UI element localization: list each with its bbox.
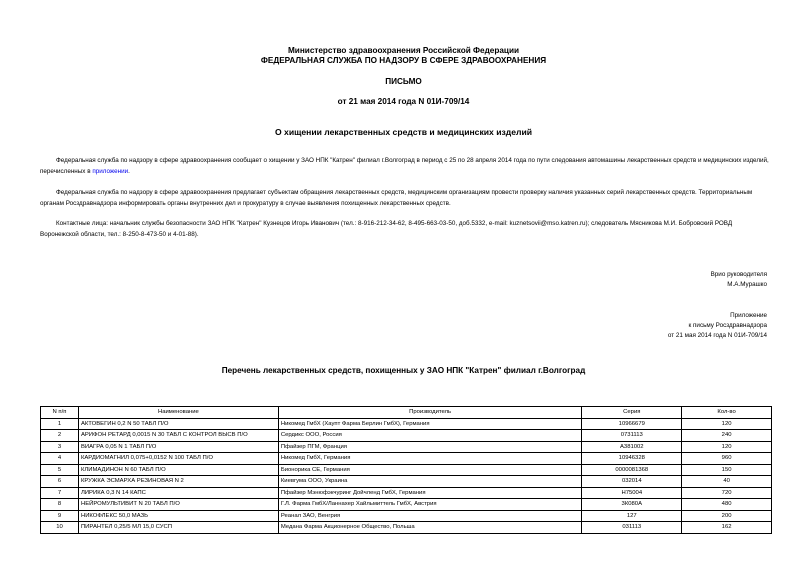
signature-name: М.А.Мурашко xyxy=(727,281,767,288)
cell-manufacturer: Медана Фарма Акционерное Общество, Польша xyxy=(278,522,582,534)
cell-name: КЛИМАДИНОН N 60 ТАБЛ П/О xyxy=(78,464,278,476)
cell-quantity: 40 xyxy=(682,476,772,488)
paragraph-1 xyxy=(40,155,772,177)
cell-name: НЕЙРОМУЛЬТИВИТ N 20 ТАБЛ П/О xyxy=(78,499,278,511)
cell-quantity: 960 xyxy=(682,453,772,465)
cell-number: 9 xyxy=(41,510,79,522)
cell-number: 5 xyxy=(41,464,79,476)
table-row xyxy=(41,453,772,465)
stolen-items-table xyxy=(40,406,772,534)
document-type: ПИСЬМО xyxy=(385,77,422,86)
table-header-row xyxy=(41,407,772,419)
table-row xyxy=(41,499,772,511)
cell-number: 1 xyxy=(41,418,79,430)
header-manufacturer: Производитель xyxy=(278,407,582,419)
cell-name: АКТОВЕГИН 0,2 N 50 ТАБЛ П/О xyxy=(78,418,278,430)
cell-name: ПИРАНТЕЛ 0,25/5 МЛ 15,0 СУСП xyxy=(78,522,278,534)
annex-block xyxy=(668,311,767,341)
cell-series: 3К080А xyxy=(582,499,682,511)
document-subject: О хищении лекарственных средств и медицинских изделий xyxy=(274,127,533,137)
cell-name: КРУЖКА ЭСМАРХА РЕЗИНОВАЯ N 2 xyxy=(78,476,278,488)
paragraph-2: Федеральная служба по надзору в сфере здравоохранения предлагает субъектам обращения лекарственных средств, медицинским организациям провести проверку наличия указанных серий лекарственных средств. Территориальным органам Росздравнадзора информировать органы внутренних дел и прокуратуру в случае выявления похищенных лекарственных средств. xyxy=(40,189,753,207)
cell-quantity: 720 xyxy=(682,487,772,499)
cell-series: А381002 xyxy=(582,441,682,453)
table-row xyxy=(41,430,772,442)
cell-series: 0000081368 xyxy=(582,464,682,476)
cell-number: 4 xyxy=(41,453,79,465)
cell-quantity: 120 xyxy=(682,441,772,453)
cell-name: АРИФОН РЕТАРД 0,0015 N 30 ТАБЛ С КОНТРОЛ ВЫСВ П/О xyxy=(78,430,278,442)
cell-manufacturer: Пфайзер ПГМ, Франция xyxy=(278,441,582,453)
annex-ref: к письму Росздравнадзора xyxy=(688,322,767,329)
cell-name: ЛИРИКА 0,3 N 14 КАПС xyxy=(78,487,278,499)
cell-name: ВИАГРА 0,05 N 1 ТАБЛ П/О xyxy=(78,441,278,453)
table-row xyxy=(41,476,772,488)
cell-series: 031113 xyxy=(582,522,682,534)
cell-series: 032014 xyxy=(582,476,682,488)
table-row xyxy=(41,464,772,476)
header-number: N п/п xyxy=(41,407,79,419)
cell-series: 127 xyxy=(582,510,682,522)
table-row xyxy=(41,510,772,522)
cell-manufacturer: Г.Л. Фарма ГмбХ/Ланнахер Хайльмиттель ГмбХ, Австрия xyxy=(278,499,582,511)
cell-manufacturer: Пфайзер Мэнюфэкчуринг Дойчленд ГмбХ, Германия xyxy=(278,487,582,499)
cell-quantity: 162 xyxy=(682,522,772,534)
cell-number: 10 xyxy=(41,522,79,534)
ministry-name: Министерство здравоохранения Российской Федерации xyxy=(287,46,520,55)
header-name: Наименование xyxy=(78,407,278,419)
signature-position: Врио руководителя xyxy=(710,271,767,278)
cell-manufacturer: Сердикс ООО, Россия xyxy=(278,430,582,442)
cell-number: 8 xyxy=(41,499,79,511)
cell-name: НИКОФЛЕКС 50,0 МАЗЬ xyxy=(78,510,278,522)
cell-quantity: 200 xyxy=(682,510,772,522)
signature-block xyxy=(711,270,767,290)
cell-series: 0731113 xyxy=(582,430,682,442)
cell-series: 10966679 xyxy=(582,418,682,430)
cell-series: 10946328 xyxy=(582,453,682,465)
annex-label: Приложение xyxy=(730,312,767,319)
cell-name: КАРДИОМАГНИЛ 0,075+0,0152 N 100 ТАБЛ П/О xyxy=(78,453,278,465)
cell-series: Н75004 xyxy=(582,487,682,499)
table-row xyxy=(41,487,772,499)
cell-number: 6 xyxy=(41,476,79,488)
header-quantity: Кол-во xyxy=(682,407,772,419)
table-row xyxy=(41,522,772,534)
annex-link[interactable]: приложении xyxy=(92,168,129,175)
cell-number: 7 xyxy=(41,487,79,499)
cell-quantity: 240 xyxy=(682,430,772,442)
cell-manufacturer: Киевгума ООО, Украина xyxy=(278,476,582,488)
cell-quantity: 150 xyxy=(682,464,772,476)
annex-date: от 21 мая 2014 года N 01И-709/14 xyxy=(667,332,767,339)
cell-number: 3 xyxy=(41,441,79,453)
paragraph-3: Контактные лица: начальник службы безопасности ЗАО НПК "Катрен" Кузнецов Игорь Иванович (тел.: 8-916-212-34-62, 8-495-663-03-50, доб.5332, e-mail: kuznetsovii@mso.katren.ru); следователь Мясникова М.И. Бобровский РОВД Воронежской области, тел.: 8-250-8-473-50 и 4-01-88). xyxy=(40,220,733,238)
paragraph-1-end: . xyxy=(128,168,130,175)
cell-quantity: 120 xyxy=(682,418,772,430)
cell-number: 2 xyxy=(41,430,79,442)
paragraph-1-text: Федеральная служба по надзору в сфере здравоохранения сообщает о хищении у ЗАО НПК "Катрен" филиал г.Волгоград в период с 25 по 28 апреля 2014 года по пути следования автомашины лекарственных средств и медицинских изделий, перечисленных в xyxy=(40,157,769,175)
cell-quantity: 480 xyxy=(682,499,772,511)
service-name: ФЕДЕРАЛЬНАЯ СЛУЖБА ПО НАДЗОРУ В СФЕРЕ ЗДРАВООХРАНЕНИЯ xyxy=(260,56,547,65)
table-row xyxy=(41,418,772,430)
header-series: Серия xyxy=(582,407,682,419)
list-title: Перечень лекарственных средств, похищенных у ЗАО НПК "Катрен" филиал г.Волгоград xyxy=(221,366,586,375)
cell-manufacturer: Реанал ЗАО, Венгрия xyxy=(278,510,582,522)
cell-manufacturer: Никомед ГмбХ (Хаупт Фарма Берлин ГмбХ), Германия xyxy=(278,418,582,430)
cell-manufacturer: Бионорика СЕ, Германия xyxy=(278,464,582,476)
document-date-number: от 21 мая 2014 года N 01И-709/14 xyxy=(337,97,470,106)
cell-manufacturer: Никомед ГмбХ, Германия xyxy=(278,453,582,465)
table-row xyxy=(41,441,772,453)
